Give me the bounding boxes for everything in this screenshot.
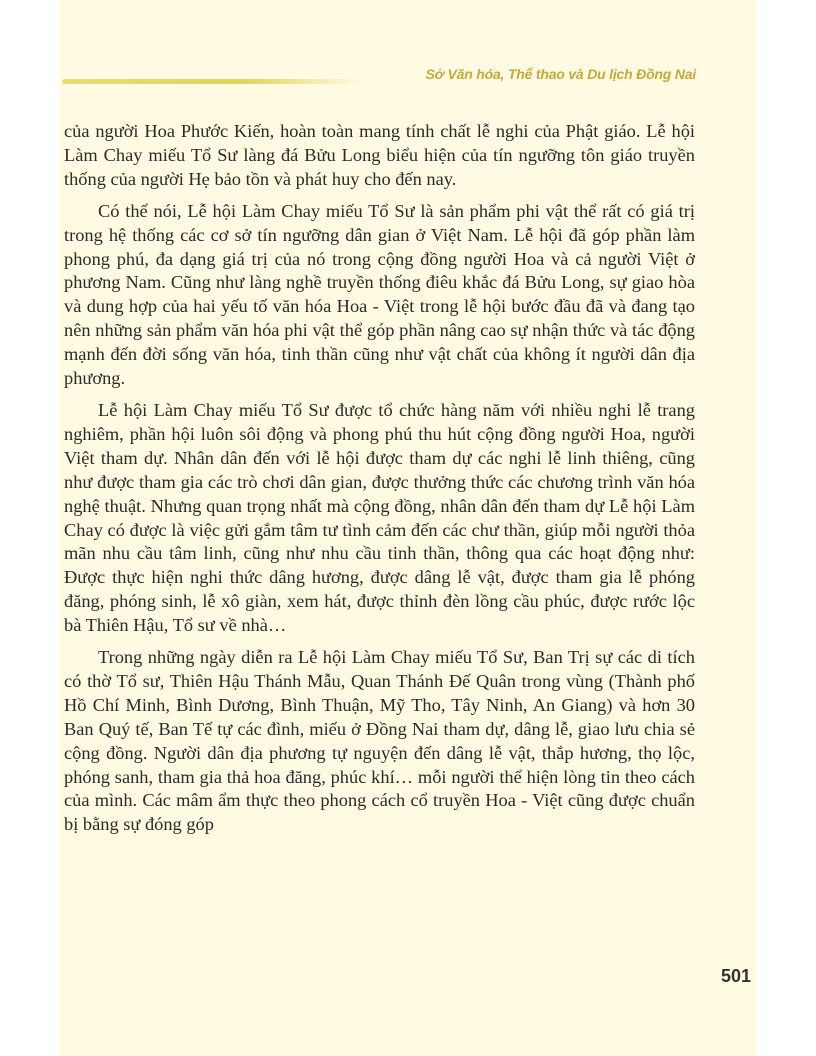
header-rule (62, 79, 362, 84)
header-title: Sở Văn hóa, Thể thao và Du lịch Đồng Nai (425, 66, 696, 82)
paragraph-4: Trong những ngày diễn ra Lễ hội Làm Chay miếu Tổ Sư, Ban Trị sự các di tích có thờ Tổ sư, Thiên Hậu Thánh Mẫu, Quan Thánh Đế Quân trong vùng (Thành phố Hồ Chí Minh, Bình Dương, Bình Thuận, Mỹ Tho, Tây Ninh, An Giang) và hơn 30 Ban Quý tế, Ban Tế tự các đình, miếu ở Đồng Nai tham dự, dâng lễ, giao lưu chia sẻ cộng đồng. Người dân địa phương tự nguyện đến dâng lễ vật, thắp hương, thọ lộc, phóng sanh, tham gia thả hoa đăng, phúc khí… mỗi người thể hiện lòng tin theo cách của mình. Các mâm ẩm thực theo phong cách cổ truyền Hoa - Việt cũng được chuẩn bị bằng sự đóng góp (64, 647, 695, 835)
page-number: 501 (720, 966, 751, 986)
paragraph-1: của người Hoa Phước Kiến, hoàn toàn mang tính chất lễ nghi của Phật giáo. Lễ hội Làm Chay miếu Tổ Sư làng đá Bửu Long biểu hiện của tín ngưỡng tôn giáo truyền thống của người Hẹ bảo tồn và phát huy cho đến nay. (64, 121, 695, 189)
paragraph-2: Có thể nói, Lễ hội Làm Chay miếu Tổ Sư là sản phẩm phi vật thể rất có giá trị trong hệ thống các cơ sở tín ngưỡng dân gian ở Việt Nam. Lễ hội đã góp phần làm phong phú, đa dạng giá trị của nó trong cộng đồng người Hoa và cả người Việt ở phương Nam. Cũng như làng nghề truyền thống điêu khắc đá Bửu Long, sự giao hòa và dung hợp của hai yếu tố văn hóa Hoa - Việt trong lễ hội bước đầu đã và đang tạo nên những sản phẩm văn hóa phi vật thể góp phần nâng cao sự nhận thức và tác động mạnh đến đời sống văn hóa, tinh thần cũng như vật chất của không ít người dân địa phương. (64, 200, 695, 389)
running-header (62, 62, 696, 90)
body-text (64, 120, 695, 845)
paragraph-3: Lễ hội Làm Chay miếu Tổ Sư được tổ chức hàng năm với nhiều nghi lễ trang nghiêm, phần hội luôn sôi động và phong phú thu hút cộng đồng người Hoa, người Việt tham dự. Nhân dân đến với lễ hội được tham dự các nghi lễ linh thiêng, cũng như được tham gia các trò chơi dân gian, được thưởng thức các chương trình văn hóa nghệ thuật. Nhưng quan trọng nhất mà cộng đồng, nhân dân đến tham dự Lễ hội Làm Chay có được là việc gửi gắm tâm tư tình cảm đến các chư thần, giúp mỗi người thỏa mãn nhu cầu tâm linh, cũng như nhu cầu tinh thần, thông qua các hoạt động như: Được thực hiện nghi thức dâng hương, được dâng lễ vật, được tham gia lễ phóng đăng, phóng sinh, lễ xô giàn, xem hát, được thỉnh đèn lồng cầu phúc, được rước lộc bà Thiên Hậu, Tổ sư về nhà… (64, 399, 695, 636)
